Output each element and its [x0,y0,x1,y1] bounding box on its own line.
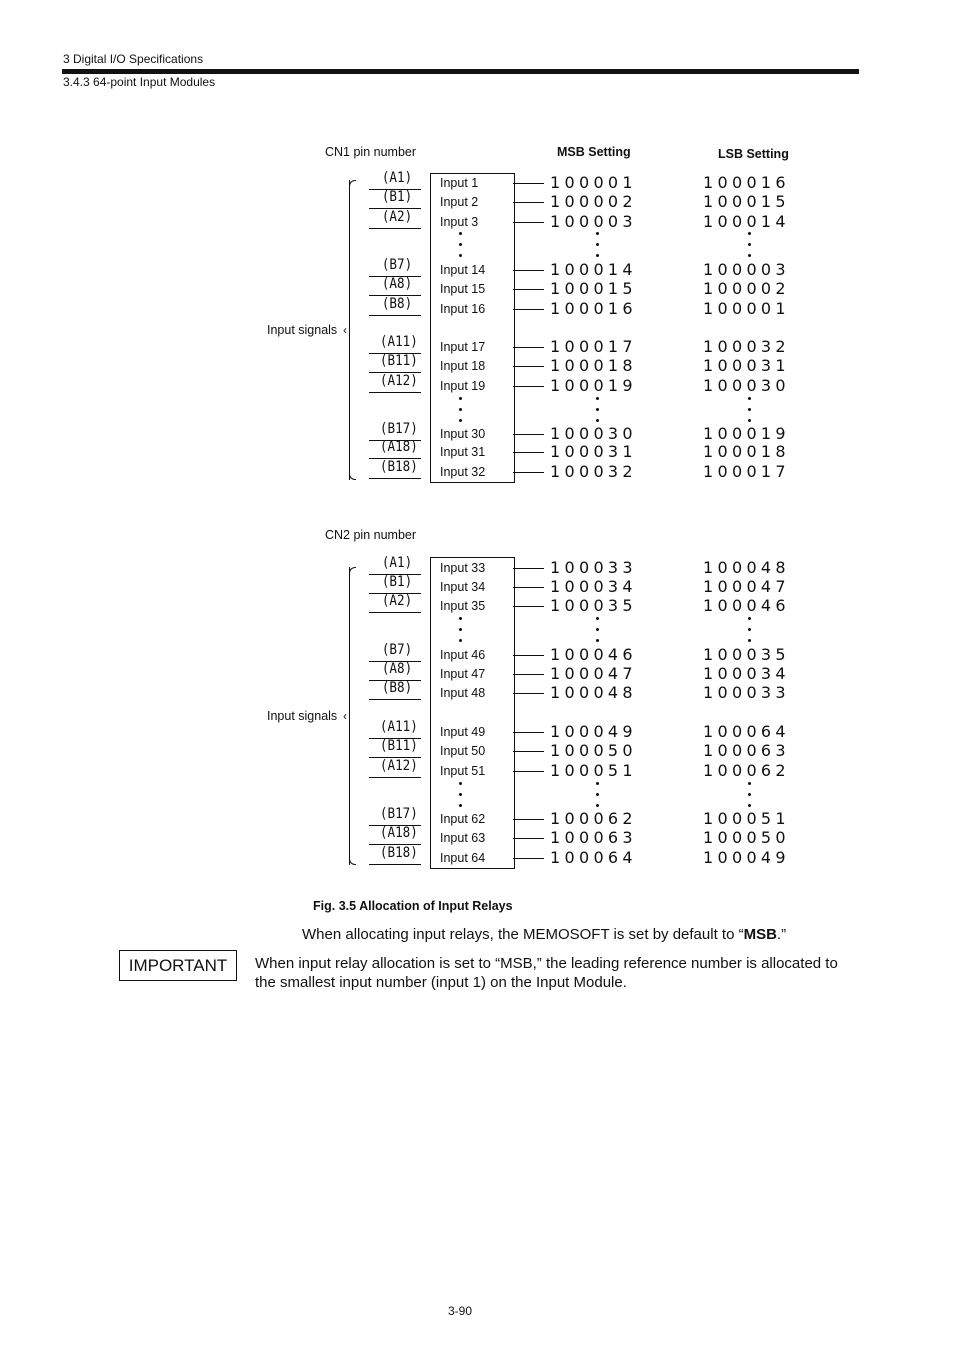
lead-line [513,202,544,203]
input-label: Input 48 [440,686,486,700]
pin-underline [369,315,421,316]
pin-underline [369,392,421,393]
lead-line [513,366,544,367]
lead-line [513,434,544,435]
lead-line [513,568,544,569]
msb-reference: 100049 [550,722,637,741]
input-label: Input 50 [440,744,486,758]
input-label: Input 35 [440,599,486,613]
msb-reference: 100001 [550,173,637,192]
msb-reference: 100047 [550,664,637,683]
header-rule [62,69,859,74]
ellipsis-dot [596,397,599,400]
lead-line [513,289,544,290]
pin-label: (A2) [381,593,413,609]
pin-label: (B1) [381,189,413,205]
input-label: Input 15 [440,282,486,296]
input-label: Input 16 [440,302,486,316]
chapter-title: 3 Digital I/O Specifications [63,52,204,66]
ellipsis-dot [459,793,462,796]
lsb-reference: 100030 [703,376,790,395]
lsb-reference: 100034 [703,664,790,683]
input-label: Input 14 [440,263,486,277]
ellipsis-dot [748,782,751,785]
pin-label: (B17) [379,806,418,822]
signals-label-cn1: Input signals [267,323,338,337]
important-badge: IMPORTANT [119,950,237,981]
pin-underline [369,478,421,479]
lsb-reference: 100016 [703,173,790,192]
ellipsis-dot [459,254,462,257]
msb-reference: 100033 [550,558,637,577]
lsb-reference: 100001 [703,299,790,318]
lsb-reference: 100018 [703,442,790,461]
lead-line [513,858,544,859]
ellipsis-dot [459,804,462,807]
input-label: Input 31 [440,445,486,459]
ellipsis-dot [596,419,599,422]
msb-reference: 100030 [550,424,637,443]
ellipsis-dot [596,804,599,807]
msb-reference: 100003 [550,212,637,231]
pin-label: (B18) [379,845,418,861]
brace-tip-cn1: ‹ [343,323,347,337]
msb-reference: 100046 [550,645,637,664]
msb-reference: 100014 [550,260,637,279]
ellipsis-dot [459,782,462,785]
lsb-reference: 100003 [703,260,790,279]
lead-line [513,309,544,310]
pin-label: (A1) [381,555,413,571]
pin-label: (B18) [379,459,418,475]
input-label: Input 17 [440,340,486,354]
input-label: Input 30 [440,427,486,441]
msb-reference: 100016 [550,299,637,318]
lsb-reference: 100048 [703,558,790,577]
lsb-reference: 100051 [703,809,790,828]
ellipsis-dot [596,639,599,642]
important-text: When input relay allocation is set to “MSB,” the leading reference number is allocated to the smallest input number (input 1) on the Input Module. [255,955,838,991]
ellipsis-dot [748,408,751,411]
default-note-bold: MSB [743,926,777,943]
ellipsis-dot [459,617,462,620]
cn2-pin-heading: CN2 pin number [325,528,417,542]
lsb-reference: 100031 [703,356,790,375]
brace-tip-cn2: ‹ [343,709,347,723]
lsb-reference: 100015 [703,192,790,211]
signals-label-cn2: Input signals [267,709,338,723]
msb-reference: 100063 [550,828,637,847]
default-note-after: .” [776,926,787,943]
ellipsis-dot [459,243,462,246]
brace-cn2 [349,567,357,865]
ellipsis-dot [596,408,599,411]
msb-reference: 100035 [550,596,637,615]
pin-label: (B1) [381,574,413,590]
lsb-reference: 100033 [703,683,790,702]
ellipsis-dot [459,232,462,235]
pin-label: (A1) [381,170,413,186]
input-label: Input 49 [440,725,486,739]
input-label: Input 3 [440,215,479,229]
input-label: Input 18 [440,359,486,373]
msb-reference: 100017 [550,337,637,356]
lead-line [513,771,544,772]
msb-reference: 100019 [550,376,637,395]
ellipsis-dot [459,419,462,422]
lsb-reference: 100002 [703,279,790,298]
ellipsis-dot [748,804,751,807]
lead-line [513,347,544,348]
lead-line [513,452,544,453]
msb-reference: 100015 [550,279,637,298]
lead-line [513,655,544,656]
lead-line [513,693,544,694]
pin-label: (A18) [379,825,418,841]
input-label: Input 51 [440,764,486,778]
pin-label: (B11) [379,353,418,369]
pin-label: (B8) [381,296,413,312]
msb-reference: 100051 [550,761,637,780]
lsb-reference: 100017 [703,462,790,481]
lsb-reference: 100014 [703,212,790,231]
lsb-reference: 100047 [703,577,790,596]
lead-line [513,606,544,607]
msb-reference: 100002 [550,192,637,211]
ellipsis-dot [596,782,599,785]
lead-line [513,472,544,473]
figure-caption: Fig. 3.5 Allocation of Input Relays [313,899,513,913]
ellipsis-dot [459,397,462,400]
pin-label: (A18) [379,439,418,455]
pin-label: (B7) [381,257,413,273]
pin-label: (B17) [379,421,418,437]
lead-line [513,222,544,223]
input-label: Input 63 [440,831,486,845]
ellipsis-dot [459,408,462,411]
lead-line [513,732,544,733]
lead-line [513,386,544,387]
pin-label: (A8) [381,276,413,292]
lead-line [513,819,544,820]
lsb-reference: 100046 [703,596,790,615]
pin-label: (A11) [379,719,418,735]
ellipsis-dot [596,617,599,620]
msb-reference: 100048 [550,683,637,702]
input-label: Input 46 [440,648,486,662]
pin-underline [369,612,421,613]
pin-underline [369,699,421,700]
ellipsis-dot [748,617,751,620]
ellipsis-dot [596,232,599,235]
msb-reference: 100064 [550,848,637,867]
ellipsis-dot [596,243,599,246]
lsb-reference: 100064 [703,722,790,741]
default-setting-note [302,925,786,944]
input-label: Input 33 [440,561,486,575]
lsb-reference: 100035 [703,645,790,664]
cn1-pin-heading: CN1 pin number [325,145,417,159]
lead-line [513,183,544,184]
pin-label: (A2) [381,209,413,225]
pin-label: (B11) [379,738,418,754]
ellipsis-dot [748,793,751,796]
lsb-heading: LSB Setting [718,147,789,161]
pin-label: (A12) [379,758,418,774]
ellipsis-dot [459,628,462,631]
ellipsis-dot [748,232,751,235]
lsb-reference: 100062 [703,761,790,780]
lead-line [513,751,544,752]
brace-cn1 [349,180,357,480]
ellipsis-dot [748,639,751,642]
ellipsis-dot [748,254,751,257]
pin-label: (B8) [381,680,413,696]
lsb-reference: 100063 [703,741,790,760]
pin-underline [369,864,421,865]
section-title: 3.4.3 64-point Input Modules [63,75,216,89]
input-label: Input 34 [440,580,486,594]
input-label: Input 62 [440,812,486,826]
lead-line [513,674,544,675]
msb-reference: 100032 [550,462,637,481]
input-label: Input 2 [440,195,479,209]
msb-reference: 100018 [550,356,637,375]
pin-label: (A11) [379,334,418,350]
input-label: Input 47 [440,667,486,681]
pin-label: (B7) [381,642,413,658]
msb-heading: MSB Setting [557,145,631,159]
pin-underline [369,777,421,778]
ellipsis-dot [748,419,751,422]
lead-line [513,587,544,588]
input-label: Input 1 [440,176,479,190]
page-number: 3-90 [448,1304,473,1318]
ellipsis-dot [596,793,599,796]
default-note-before: When allocating input relays, the MEMOSOFT is set by default to “ [302,926,744,943]
lsb-reference: 100019 [703,424,790,443]
ellipsis-dot [596,254,599,257]
msb-reference: 100031 [550,442,637,461]
ellipsis-dot [596,628,599,631]
msb-reference: 100062 [550,809,637,828]
input-label: Input 19 [440,379,486,393]
pin-underline [369,228,421,229]
ellipsis-dot [748,397,751,400]
lsb-reference: 100049 [703,848,790,867]
lead-line [513,838,544,839]
lead-line [513,270,544,271]
msb-reference: 100050 [550,741,637,760]
input-label: Input 64 [440,851,486,865]
pin-label: (A8) [381,661,413,677]
input-label: Input 32 [440,465,486,479]
lsb-reference: 100032 [703,337,790,356]
lsb-reference: 100050 [703,828,790,847]
ellipsis-dot [459,639,462,642]
ellipsis-dot [748,243,751,246]
msb-reference: 100034 [550,577,637,596]
ellipsis-dot [748,628,751,631]
pin-label: (A12) [379,373,418,389]
